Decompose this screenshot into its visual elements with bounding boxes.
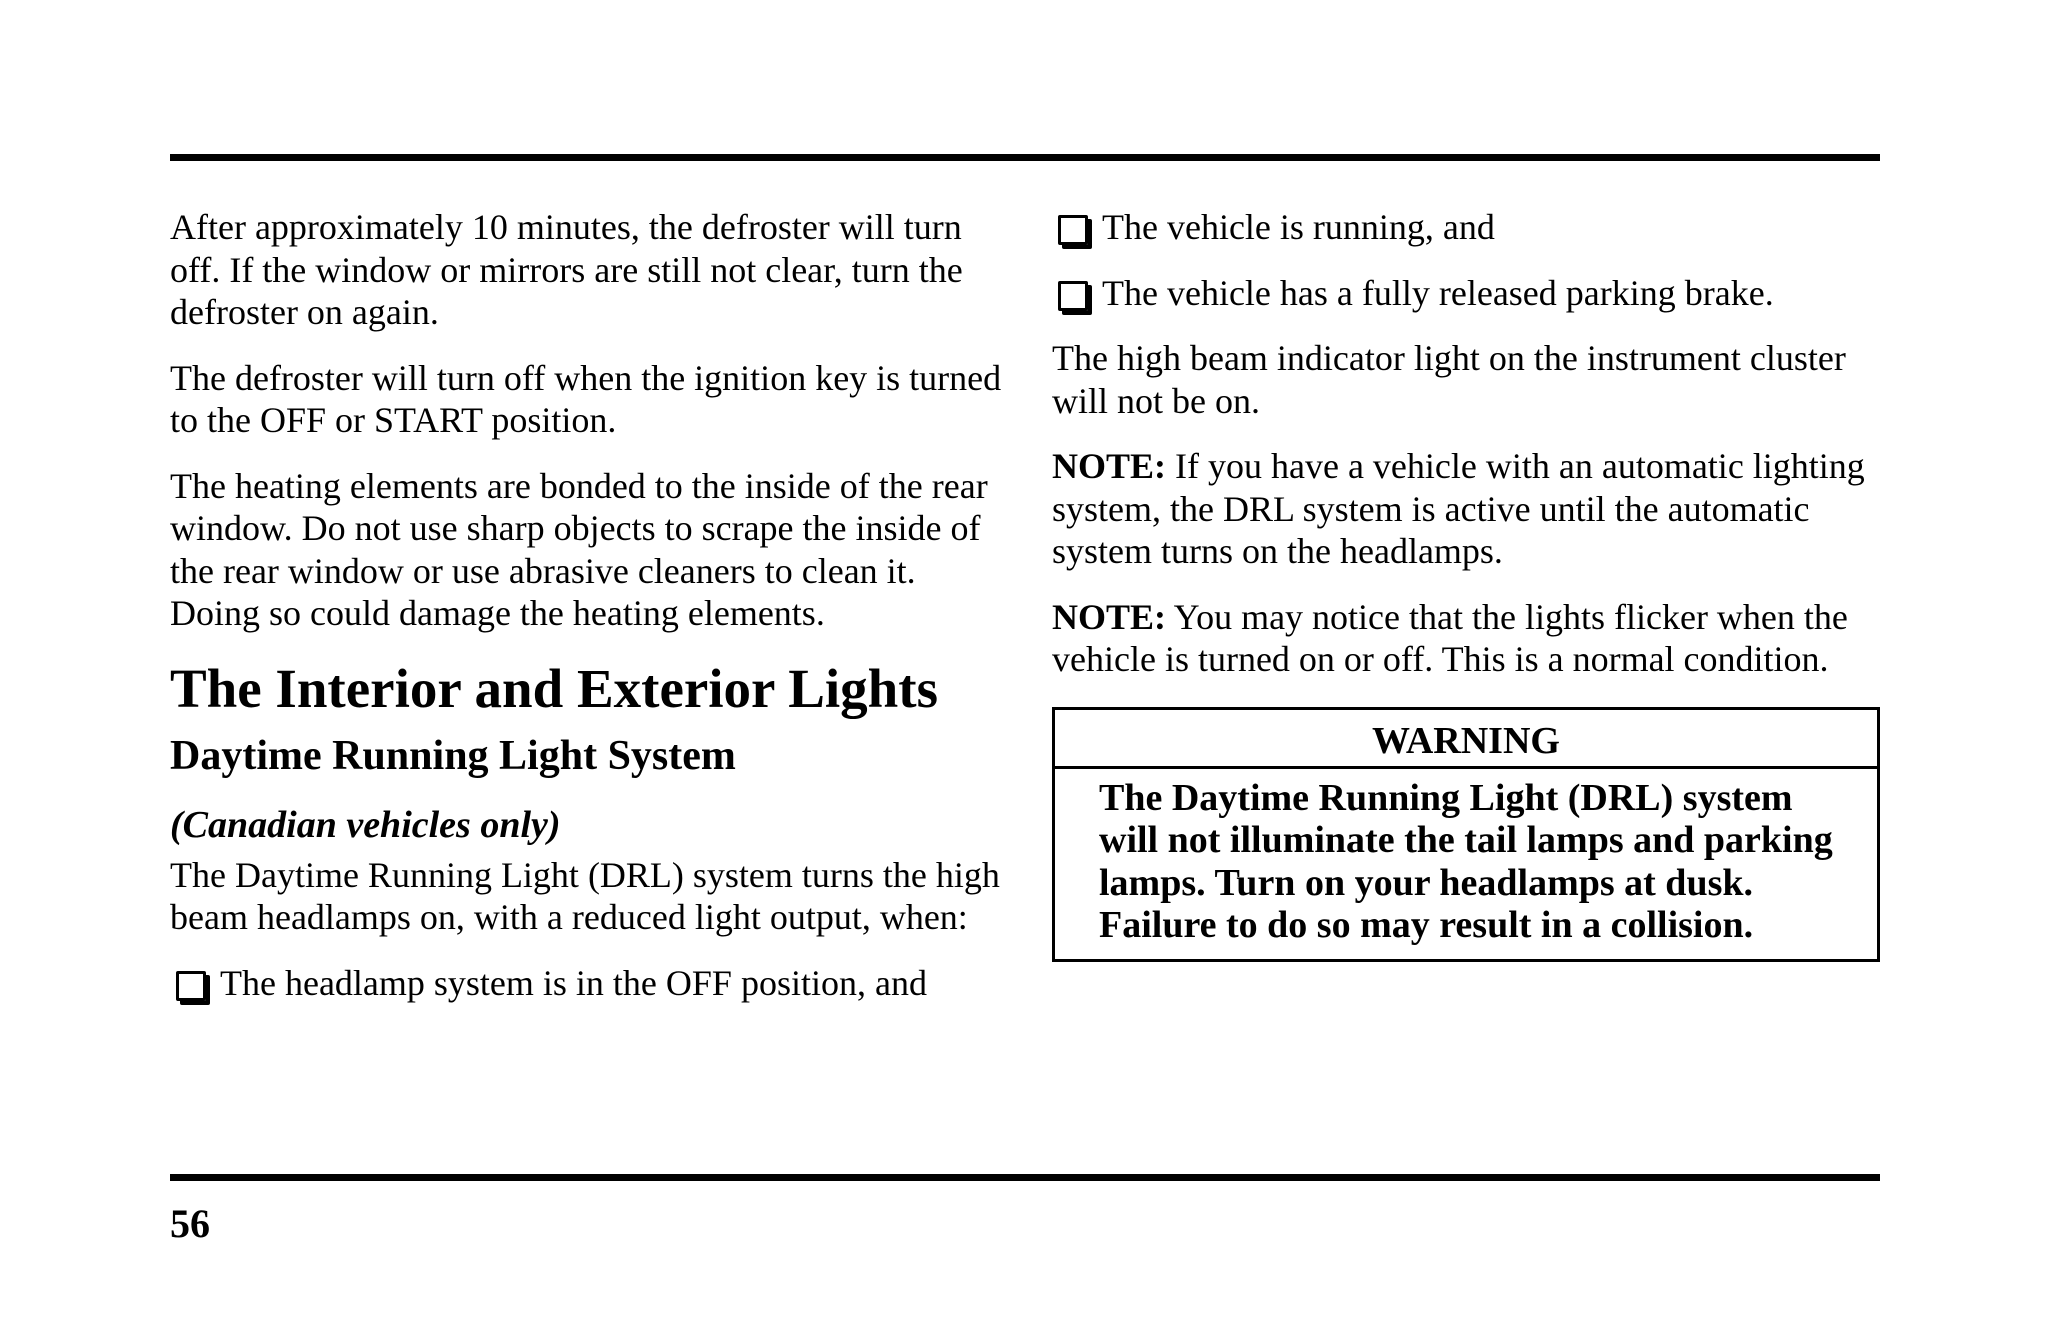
page-number: 56	[170, 1201, 210, 1246]
drl-intro-paragraph: The Daytime Running Light (DRL) system turns the high beam headlamps on, with a reduced light output, when:	[170, 854, 1000, 937]
bullet-item	[1052, 272, 1880, 315]
note-paragraph	[1052, 596, 1880, 681]
bullet-text: The headlamp system is in the OFF position, and	[220, 962, 927, 1003]
note-label: NOTE:	[1052, 596, 1167, 637]
bottom-rule	[170, 1174, 1880, 1181]
section-heading: The Interior and Exterior Lights	[170, 657, 938, 719]
note-label: NOTE:	[1052, 446, 1167, 486]
high-beam-paragraph: The high beam indicator light on the instrument cluster will not be on.	[1052, 338, 1846, 421]
warning-title: WARNING	[1055, 710, 1877, 769]
bullet-item	[170, 962, 1005, 1005]
bullet-text: The vehicle is running, and	[1102, 207, 1495, 247]
canadian-note-heading: (Canadian vehicles only)	[170, 803, 561, 846]
checkbox-bullet-icon	[1058, 281, 1088, 311]
bullet-item	[1052, 206, 1880, 249]
warning-body: The Daytime Running Light (DRL) system will not illuminate the tail lamps and parking lamps. Turn on your headlamps at dusk. Failure to do so may result in a collision.	[1099, 776, 1833, 946]
heating-elements-paragraph: The heating elements are bonded to the inside of the rear window. Do not use sharp objects to scrape the inside of the rear window or use abrasive cleaners to clean it. Doing so could damage the heating elements.	[170, 465, 988, 633]
left-column	[170, 206, 1005, 1027]
top-rule	[170, 154, 1880, 161]
subsection-heading: Daytime Running Light System	[170, 732, 736, 779]
defroster-paragraph: After approximately 10 minutes, the defroster will turn off. If the window or mirrors are still not clear, turn the defroster on again.	[170, 207, 963, 332]
checkbox-bullet-icon	[176, 971, 206, 1001]
right-column	[1052, 206, 1880, 962]
checkbox-bullet-icon	[1058, 215, 1088, 245]
note-text: You may notice that the lights flicker when the vehicle is turned on or off. This is a normal condition.	[1052, 596, 1848, 679]
defroster-off-paragraph: The defroster will turn off when the ignition key is turned to the OFF or START position.	[170, 357, 1002, 440]
note-paragraph	[1052, 445, 1880, 573]
warning-box	[1052, 707, 1880, 962]
note-text: If you have a vehicle with an automatic lighting system, the DRL system is active until the automatic system turns on the headlamps.	[1052, 446, 1865, 571]
bullet-text: The vehicle has a fully released parking brake.	[1102, 272, 1774, 313]
